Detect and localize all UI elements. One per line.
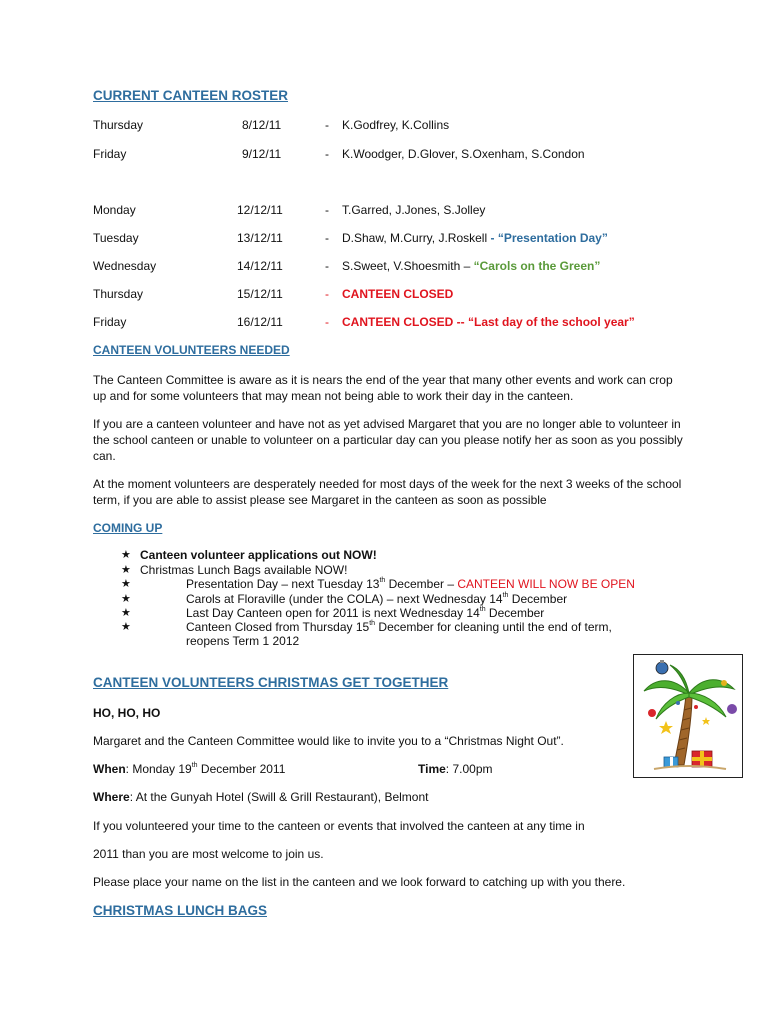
- item-text: Canteen Closed from Thursday 15: [186, 620, 370, 634]
- star-bullet-icon: ★: [121, 549, 131, 561]
- star-bullet-icon: ★: [121, 564, 131, 576]
- roster-note-last-day: CANTEEN CLOSED -- “Last day of the school year”: [342, 315, 635, 329]
- where-line: [93, 790, 428, 804]
- time-label: Time: [418, 762, 446, 776]
- roster-dash: -: [325, 315, 329, 329]
- when-label: When: [93, 762, 126, 776]
- roster-day: Wednesday: [93, 259, 157, 273]
- coming-up-heading: COMING UP: [93, 521, 163, 535]
- list-item-continuation: reopens Term 1 2012: [186, 634, 300, 648]
- roster-names: S.Sweet, V.Shoesmith –: [342, 259, 474, 273]
- list-item: [186, 577, 635, 591]
- roster-date: 13/12/11: [237, 231, 283, 245]
- item-text: Presentation Day – next Tuesday 13: [186, 577, 380, 591]
- roster-entry: [342, 259, 600, 273]
- when-line: [93, 762, 285, 776]
- roster-dash: -: [325, 231, 329, 245]
- ordinal-suffix: th: [479, 606, 486, 613]
- invite-text: Margaret and the Canteen Committee would like to invite you to a “Christmas Night Out”.: [93, 734, 564, 748]
- roster-day: Thursday: [93, 287, 144, 301]
- christmas-heading: CANTEEN VOLUNTEERS CHRISTMAS GET TOGETHER: [93, 675, 449, 690]
- list-item: Christmas Lunch Bags available NOW!: [140, 563, 348, 577]
- ordinal-suffix: th: [379, 577, 386, 584]
- roster-dash: -: [325, 147, 329, 161]
- item-text: December: [508, 592, 568, 606]
- roster-heading: CURRENT CANTEEN ROSTER: [93, 88, 289, 103]
- star-bullet-icon: ★: [121, 578, 131, 590]
- list-item: Canteen volunteer applications out NOW!: [140, 548, 377, 562]
- hoho-text: HO, HO, HO: [93, 706, 161, 720]
- roster-date: 14/12/11: [237, 259, 283, 273]
- item-text: December –: [385, 577, 458, 591]
- roster-day: Friday: [93, 315, 127, 329]
- star-bullet-icon: ★: [121, 593, 131, 605]
- christmas-palm-tree-icon: [633, 654, 743, 778]
- roster-day: Tuesday: [93, 231, 139, 245]
- star-bullet-icon: ★: [121, 621, 131, 633]
- christmas-paragraph-3: Please place your name on the list in the canteen and we look forward to catching up with you there.: [93, 875, 626, 889]
- roster-date: 12/12/11: [237, 203, 283, 217]
- where-label: Where: [93, 790, 130, 804]
- item-text: December for cleaning until the end of term,: [375, 620, 612, 634]
- roster-date: 16/12/11: [237, 315, 283, 329]
- christmas-paragraph-2: 2011 than you are most welcome to join us.: [93, 847, 324, 861]
- when-value-end: December 2011: [197, 762, 286, 776]
- roster-dash: -: [325, 118, 329, 132]
- volunteers-paragraph-1: The Canteen Committee is aware as it is nears the end of the year that many other events and work can crop up and for some volunteers that may mean not being able to work their day in the canteen.: [93, 373, 673, 403]
- volunteers-paragraph-2: If you are a canteen volunteer and have not as yet advised Margaret that you are no longer able to volunteer in the school canteen or unable to volunteer on a particular day can you please notify her as soon as you possibly can.: [93, 417, 683, 463]
- canteen-open-notice: CANTEEN WILL NOW BE OPEN: [457, 577, 635, 591]
- roster-note-presentation-day: - “Presentation Day”: [490, 231, 608, 245]
- roster-date: 15/12/11: [237, 287, 283, 301]
- roster-entry: [342, 231, 608, 245]
- list-item: [186, 606, 544, 620]
- roster-names: K.Woodger, D.Glover, S.Oxenham, S.Condon: [342, 147, 585, 161]
- when-value: : Monday 19: [125, 762, 192, 776]
- roster-names: K.Godfrey, K.Collins: [342, 118, 450, 132]
- where-value: : At the Gunyah Hotel (Swill & Grill Restaurant), Belmont: [129, 790, 429, 804]
- ordinal-suffix: th: [191, 762, 198, 769]
- lunch-bags-heading: CHRISTMAS LUNCH BAGS: [93, 903, 267, 918]
- list-item: [186, 592, 567, 606]
- roster-day: Monday: [93, 203, 136, 217]
- christmas-paragraph-1: If you volunteered your time to the canteen or events that involved the canteen at any time in: [93, 819, 585, 833]
- item-text: Last Day Canteen open for 2011 is next Wednesday 14: [186, 606, 480, 620]
- roster-date: 9/12/11: [242, 147, 282, 161]
- ordinal-suffix: th: [369, 620, 376, 627]
- item-text: December: [485, 606, 545, 620]
- volunteers-heading: CANTEEN VOLUNTEERS NEEDED: [93, 343, 290, 357]
- time-line: [418, 762, 493, 776]
- roster-day: Thursday: [93, 118, 144, 132]
- roster-dash: -: [325, 287, 329, 301]
- roster-day: Friday: [93, 147, 127, 161]
- volunteers-paragraph-3: At the moment volunteers are desperately needed for most days of the week for the next 3 weeks of the school term, if you are able to assist please see Margaret in the canteen as soon as possible: [93, 477, 682, 507]
- roster-names: D.Shaw, M.Curry, J.Roskell: [342, 231, 491, 245]
- roster-dash: -: [325, 203, 329, 217]
- item-text: Carols at Floraville (under the COLA) – next Wednesday 14: [186, 592, 503, 606]
- ordinal-suffix: th: [502, 592, 509, 599]
- roster-date: 8/12/11: [242, 118, 282, 132]
- time-value: : 7.00pm: [445, 762, 493, 776]
- roster-note-carols: “Carols on the Green”: [473, 259, 601, 273]
- roster-note-closed: CANTEEN CLOSED: [342, 287, 454, 301]
- roster-names: T.Garred, J.Jones, S.Jolley: [342, 203, 486, 217]
- roster-dash: -: [325, 259, 329, 273]
- star-bullet-icon: ★: [121, 607, 131, 619]
- list-item: [186, 620, 612, 634]
